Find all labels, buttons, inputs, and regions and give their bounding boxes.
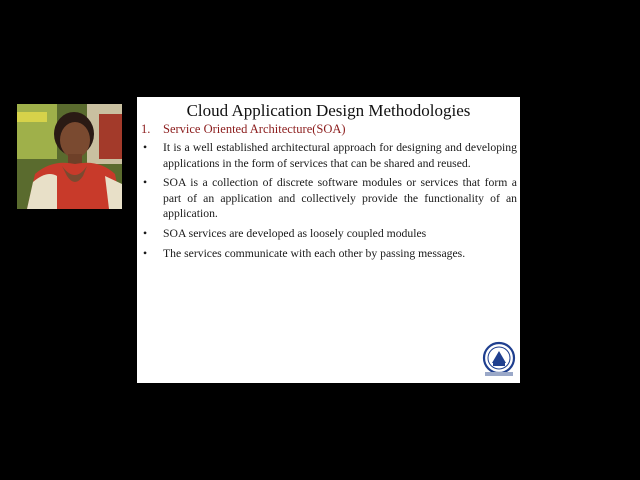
bullet-glyph: •: [143, 246, 148, 260]
institution-emblem-icon: [481, 341, 517, 377]
bullet-item: [141, 246, 517, 262]
bullet-glyph: •: [143, 176, 148, 190]
presentation-slide: [137, 97, 520, 383]
bullet-text: The services communicate with each other by passing messages.: [163, 246, 466, 260]
numbered-heading-number: 1.: [141, 122, 151, 136]
presenter-webcam: [17, 104, 122, 209]
numbered-heading-text: Service Oriented Architecture(SOA): [163, 122, 346, 136]
presenter-video-icon: [17, 104, 122, 209]
bullet-text: SOA services are developed as loosely coupled modules: [163, 226, 427, 240]
bullet-glyph: •: [143, 226, 148, 240]
bullet-glyph: •: [143, 141, 148, 154]
bullet-item: [141, 175, 517, 222]
bullet-item: [141, 226, 517, 242]
slide-title: Cloud Application Design Methodologies: [186, 101, 471, 120]
bullet-list: [141, 140, 517, 265]
bullet-text: It is a well established architectural approach for designing and developing applications in the form of services that can be shared and reused.: [163, 141, 517, 170]
bullet-item: [141, 140, 517, 171]
numbered-heading: [141, 122, 346, 137]
bullet-text: SOA is a collection of discrete software modules or services that form a part of an application and collectively provide the functionality of an application.: [163, 176, 517, 221]
